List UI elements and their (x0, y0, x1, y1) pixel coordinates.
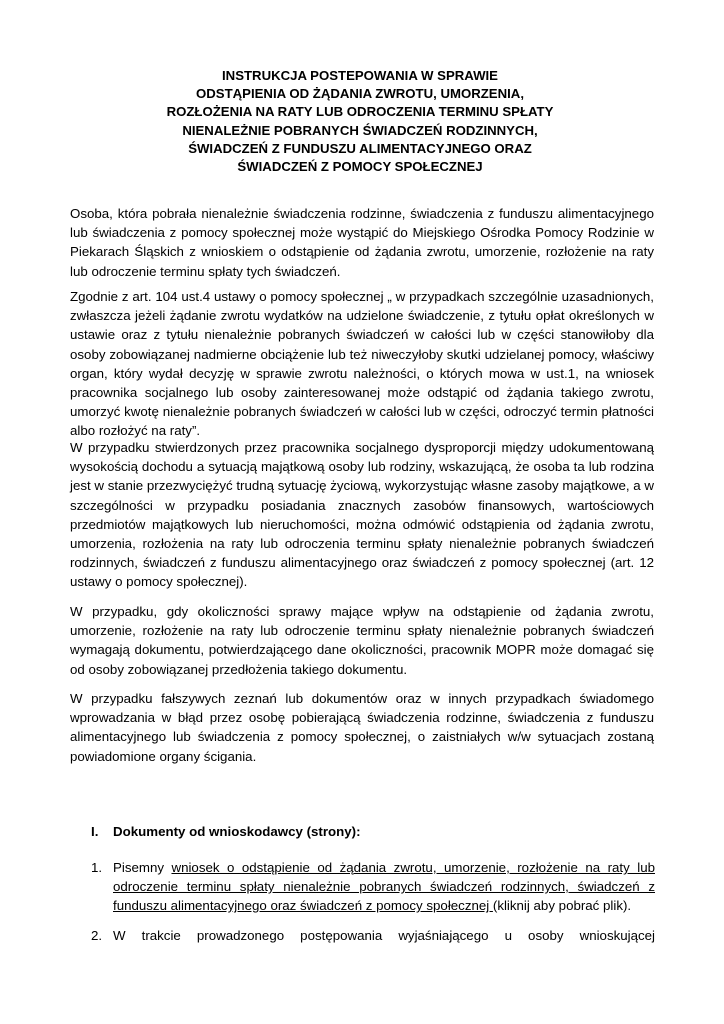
paragraph-intro: Osoba, która pobrała nienależnie świadczenia rodzinne, świadczenia z funduszu alimentacyjnego lub świadczenia z pomocy społecznej może wystąpić do Miejskiego Ośrodka Pomocy Rodzinie w Piekarach Śląskich z wnioskiem o odstąpienie od żądania zwrotu, umorzenie, rozłożenie na raty lub odroczenie terminu spłaty tych świadczeń. (70, 206, 654, 279)
list-item-prefix: Pisemny (113, 860, 172, 875)
title-line: ŚWIADCZEŃ Z FUNDUSZU ALIMENTACYJNEGO ORAZ (188, 140, 532, 156)
title-line: ODSTĄPIENIA OD ŻĄDANIA ZWROTU, UMORZENIA, (196, 86, 524, 102)
list-item (91, 926, 655, 945)
title-line: NIENALEŻNIE POBRANYCH ŚWIADCZEŃ RODZINNYCH, (182, 122, 538, 138)
paragraph-disproportion: W przypadku stwierdzonych przez pracownika socjalnego dysproporcji między udokumentowaną wysokością dochodu a sytuacją majątkową osoby lub rodziny, wskazującą, że osoba ta lub rodzina jest w stanie przezwyciężyć trudną sytuację życiową, wykorzystując własne zasoby majątkowe, a w szczególności w przypadku posiadania znacznych zasobów finansowych, wartościowych przedmiotów majątkowych lub nieruchomości, można odmówić odstąpienia od żądania zwrotu, umorzenia, rozłożenia na raty lub odroczenia terminu spłaty nienależnie pobranych świadczeń rodzinnych, świadczeń z funduszu alimentacyjnego oraz świadczeń z pomocy społecznej (art. 12 ustawy o pomocy społecznej). (70, 440, 654, 590)
paragraph-false-statements: W przypadku fałszywych zeznań lub dokumentów oraz w innych przypadkach świadomego wprowadzania w błąd przez osobę pobierającą świadczenia rodzinne, świadczenia z funduszu alimentacyjnego lub świadczenia z pomocy społecznej, o zaistniałych w/w sytuacjach zostaną powiadomione organy ścigania. (70, 691, 654, 764)
paragraph-documents-required: W przypadku, gdy okoliczności sprawy mające wpływ na odstąpienie od żądania zwrotu, umorzenie, rozłożenie na raty lub odroczenie terminu spłaty nienależnie pobranych świadczeń wymagają dokumentu, potwierdzającego dane okoliczności, pracownik MOPR może domagać się od osoby zobowiązanej przedłożenia takiego dokumentu. (70, 604, 654, 677)
document-title (90, 67, 630, 176)
list-item (91, 858, 655, 915)
list-item-number: 1. (91, 860, 103, 875)
title-line: INSTRUKCJA POSTEPOWANIA W SPRAWIE (222, 68, 498, 83)
documents-list (91, 858, 655, 915)
paragraph-legal-basis: Zgodnie z art. 104 ust.4 ustawy o pomocy społecznej „ w przypadkach szczególnie uzasadnionych, zwłaszcza jeżeli żądanie zwrotu wydatków na udzielone świadczenie, z tytułu opłat określonych w ustawie oraz z tytułu nienależnie pobranych świadczeń w całości lub w części stanowiłoby dla osoby zobowiązanej nadmierne obciążenie lub też niweczyłoby skutki udzielanej pomocy, właściwy organ, który wydał decyzję w sprawie zwrotu należności, o których mowa w ust.1, na wniosek pracownika socjalnego lub osoby zainteresowanej może odstąpić od żądania takiego zwrotu, umorzyć kwotę nienależnie pobranych świadczeń w całości lub w części, odroczyć termin płatności albo rozłożyć na raty”. (70, 289, 654, 439)
section-heading-text: Dokumenty od wnioskodawcy (strony): (113, 824, 361, 839)
title-line: ŚWIADCZEŃ Z POMOCY SPOŁECZNEJ (237, 159, 483, 175)
title-line: ROZŁOŻENIA NA RATY LUB ODROCZENIA TERMINU SPŁATY (166, 104, 554, 120)
list-item-text: W trakcie prowadzonego postępowania wyjaśniającego u osoby wnioskującej (113, 928, 655, 943)
list-item-number: 2. (91, 928, 103, 943)
application-form-link[interactable]: wniosek o odstąpienie od żądania zwrotu, umorzenie, rozłożenie na raty lub odroczenie terminu spłaty nienależnie pobranych świadczeń rodzinnych, świadczeń z funduszu alimentacyjnego oraz świadczeń z pomocy społecznej (113, 860, 655, 913)
section-number: I. (91, 824, 99, 839)
list-item-suffix: (kliknij aby pobrać plik). (492, 898, 632, 913)
section-heading (91, 822, 651, 841)
